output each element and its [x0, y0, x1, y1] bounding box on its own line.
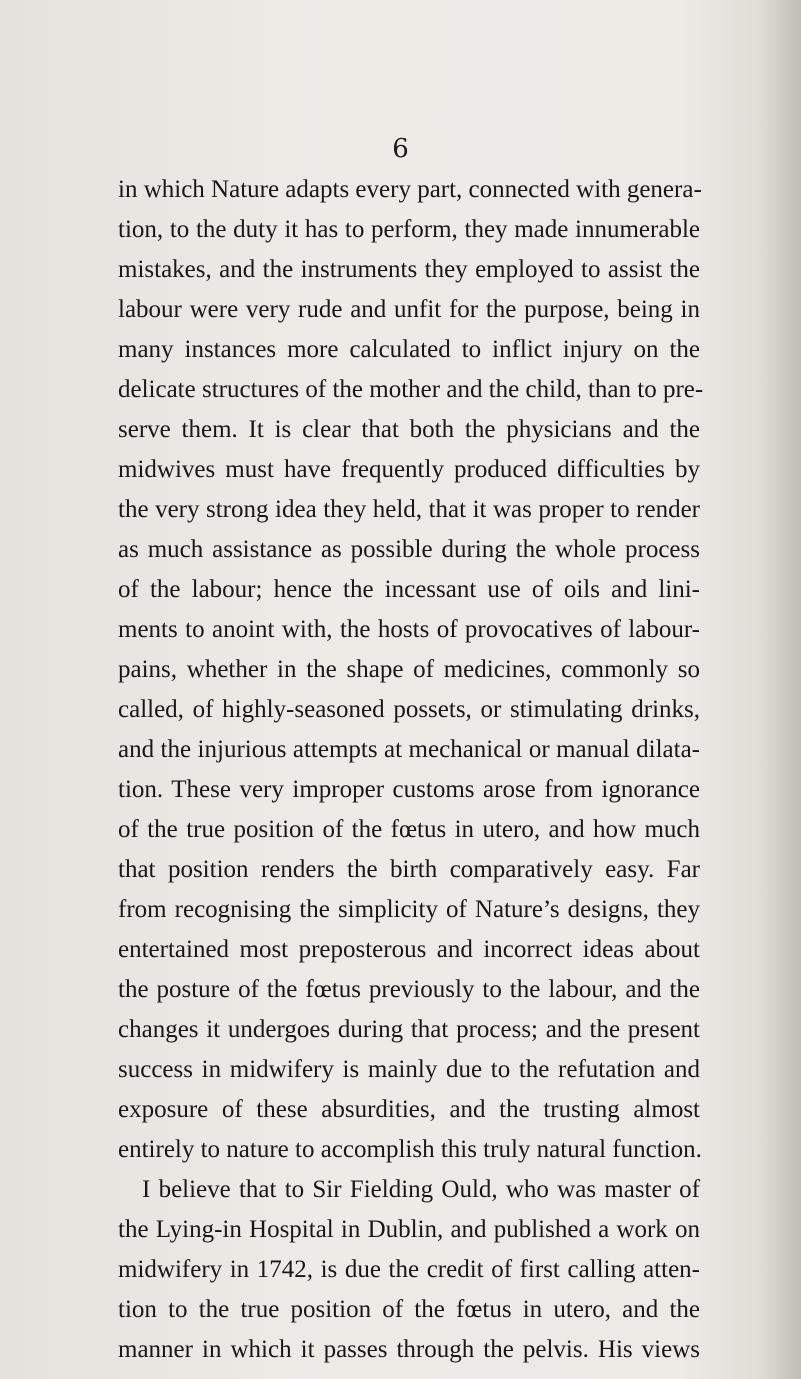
text-line: the very strong idea they held, that it was proper to render: [118, 496, 700, 523]
text-line: manner in which it passes through the pelvis. His views: [118, 1336, 700, 1363]
text-line: called, of highly-seasoned possets, or stimulating drinks,: [118, 696, 700, 723]
text-line: entirely to nature to accomplish this truly natural function.: [118, 1136, 702, 1163]
text-line: ments to anoint with, the hosts of provocatives of labour-: [118, 616, 700, 643]
text-line: the Lying-in Hospital in Dublin, and published a work on: [118, 1216, 700, 1243]
text-line: entertained most preposterous and incorrect ideas about: [118, 936, 700, 963]
text-line: of the labour; hence the incessant use of oils and lini-: [118, 576, 700, 603]
text-line: I believe that to Sir Fielding Ould, who was master of: [142, 1176, 700, 1203]
text-line: of the true position of the fœtus in utero, and how much: [118, 816, 700, 843]
text-line: and the injurious attempts at mechanical or manual dilata-: [118, 736, 700, 763]
text-line: midwives must have frequently produced difficulties by: [118, 456, 700, 483]
text-line: success in midwifery is mainly due to the refutation and: [118, 1056, 700, 1083]
text-line: midwifery in 1742, is due the credit of first calling atten-: [118, 1256, 700, 1283]
text-line: tion, to the duty it has to perform, they made innumerable: [118, 216, 700, 243]
text-line: tion. These very improper customs arose from ignorance: [118, 776, 700, 803]
text-line: labour were very rude and unfit for the purpose, being in: [118, 296, 700, 323]
text-line: the posture of the fœtus previously to the labour, and the: [118, 976, 700, 1003]
page-edge-shadow: [761, 0, 801, 1379]
text-line: as much assistance as possible during the whole process: [118, 536, 700, 563]
text-line: in which Nature adapts every part, connected with genera-: [118, 176, 702, 203]
text-line: exposure of these absurdities, and the trusting almost: [118, 1096, 700, 1123]
text-line: delicate structures of the mother and the child, than to pre-: [118, 376, 704, 403]
page-number: 6: [392, 134, 409, 164]
text-line: mistakes, and the instruments they employed to assist the: [118, 256, 700, 283]
text-line: tion to the true position of the fœtus in utero, and the: [118, 1296, 700, 1323]
text-line: that position renders the birth comparatively easy. Far: [118, 856, 700, 883]
text-line: pains, whether in the shape of medicines, commonly so: [118, 656, 700, 683]
text-line: from recognising the simplicity of Nature’s designs, they: [118, 896, 700, 923]
text-line: serve them. It is clear that both the physicians and the: [118, 416, 700, 443]
text-line: many instances more calculated to inflict injury on the: [118, 336, 700, 363]
text-line: changes it undergoes during that process; and the present: [118, 1016, 700, 1043]
